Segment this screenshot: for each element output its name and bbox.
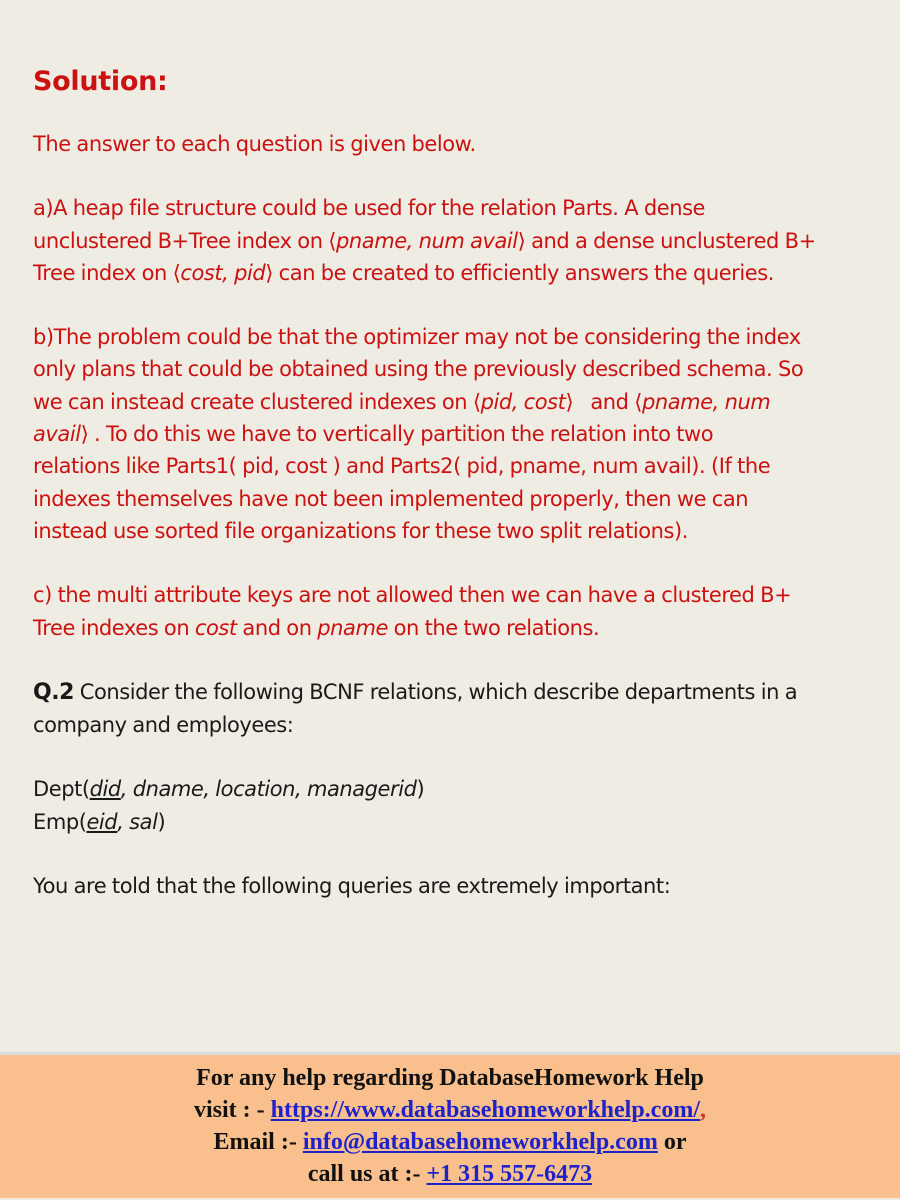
footer-line-visit — [0, 1094, 900, 1126]
part-c-line-2 — [33, 612, 873, 644]
text-fragment: Tree index on ⟨ — [33, 260, 181, 285]
primary-key: eid — [86, 809, 118, 834]
answer-part-a — [33, 192, 873, 289]
text-fragment: ⟩ and ⟨ — [565, 389, 642, 414]
italic-fragment: cost, pid — [180, 260, 266, 285]
text-fragment: ) — [416, 777, 425, 802]
intro-line: The answer to each question is given below. — [33, 132, 476, 156]
solution-intro — [33, 128, 873, 160]
italic-fragment: pname — [317, 615, 388, 640]
question-2 — [33, 676, 873, 742]
text-fragment: we can instead create clustered indexes on ⟨ — [33, 389, 481, 414]
italic-fragment: pname, num — [642, 389, 771, 414]
answer-part-c — [33, 579, 873, 644]
text-fragment: on the two relations. — [387, 615, 600, 640]
part-a-line-3 — [33, 257, 873, 289]
part-c-line-1: c) the multi attribute keys are not allowed then we can have a clustered B+ — [33, 583, 792, 608]
footer-line-1: For any help regarding DatabaseHomework Help — [196, 1065, 704, 1091]
part-b-line-1: b)The problem could be that the optimizer may not be considering the index — [33, 325, 801, 350]
part-b-line-4 — [33, 418, 873, 450]
italic-fragment: pname, num avail — [336, 228, 518, 253]
queries-intro-line: You are told that the following queries are extremely important: — [33, 874, 671, 899]
help-footer — [0, 1052, 900, 1198]
italic-fragment: avail — [33, 422, 81, 447]
text-fragment: Consider the following BCNF relations, which describe departments in a — [74, 679, 798, 704]
text-fragment: visit : - — [193, 1097, 271, 1123]
answer-part-b — [33, 321, 873, 547]
text-fragment: Tree indexes on — [33, 615, 195, 640]
italic-fragment: cost — [194, 615, 237, 640]
q2-label: Q.2 — [33, 679, 75, 705]
dept-relation — [33, 773, 873, 805]
footer-line-call — [0, 1158, 900, 1190]
italic-fragment: , dname, location, managerid — [120, 777, 417, 802]
part-a-line-1: a)A heap file structure could be used for the relation Parts. A dense — [33, 196, 706, 221]
italic-fragment: pid, cost — [480, 389, 566, 414]
part-b-line-3 — [33, 386, 873, 418]
part-b-line-2: only plans that could be obtained using the previously described schema. So — [33, 357, 804, 382]
footer-line-email — [0, 1126, 900, 1158]
emp-relation — [33, 806, 873, 838]
document-content — [33, 62, 873, 934]
text-fragment: Dept( — [33, 777, 90, 802]
text-fragment: ⟩ can be created to efficiently answers the queries. — [265, 260, 774, 285]
q2-line-1 — [33, 676, 873, 709]
text-fragment: ⟩ and a dense unclustered B+ — [517, 228, 816, 253]
text-fragment: call us at :- — [307, 1161, 427, 1187]
italic-fragment: , sal — [117, 809, 158, 834]
part-a-line-2 — [33, 225, 873, 257]
text-fragment: ) — [157, 809, 166, 834]
text-fragment: and on — [236, 615, 318, 640]
q2-line-2: company and employees: — [33, 713, 294, 738]
primary-key: did — [89, 777, 121, 802]
solution-heading: Solution: — [33, 66, 168, 97]
text-fragment: or — [657, 1129, 687, 1155]
part-b-line-7: instead use sorted file organizations for these two split relations). — [33, 518, 688, 543]
text-fragment: , — [700, 1097, 706, 1123]
text-fragment: unclustered B+Tree index on ⟨ — [33, 228, 337, 253]
queries-intro — [33, 870, 873, 902]
text-fragment: Emp( — [33, 809, 87, 834]
part-b-line-6: indexes themselves have not been implemented properly, then we can — [33, 486, 749, 511]
text-fragment: Email :- — [213, 1129, 303, 1155]
relation-schemas — [33, 773, 873, 838]
text-fragment: ⟩ . To do this we have to vertically partition the relation into two — [80, 422, 714, 447]
part-b-line-5: relations like Parts1( pid, cost ) and Parts2( pid, pname, num avail). (If the — [33, 454, 771, 479]
email-link[interactable]: info@databasehomeworkhelp.com — [302, 1129, 658, 1155]
website-link[interactable]: https://www.databasehomeworkhelp.com/ — [270, 1097, 700, 1123]
phone-link[interactable]: +1 315 557-6473 — [426, 1161, 593, 1187]
